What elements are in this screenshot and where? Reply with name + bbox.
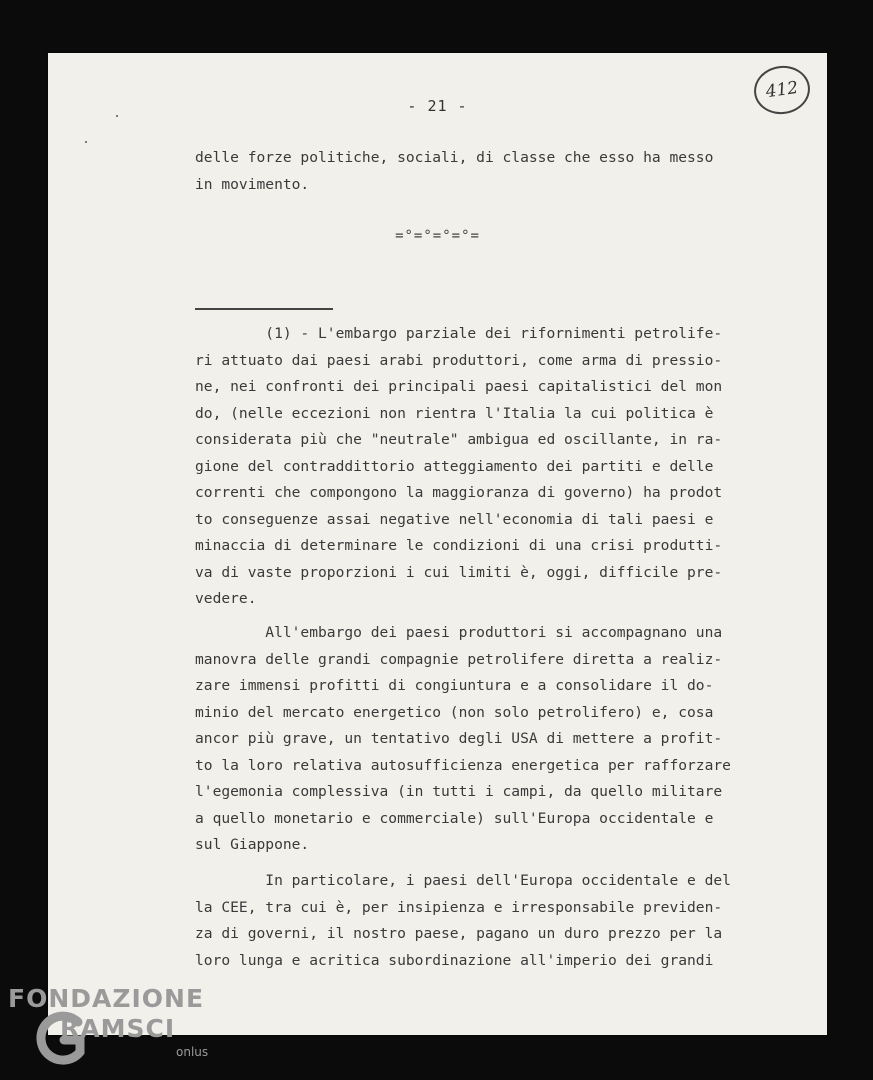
handwritten-archive-number: 412 — [751, 62, 813, 117]
watermark-onlus: onlus — [176, 1045, 209, 1059]
paper-speck — [85, 141, 87, 143]
fondazione-gramsci-watermark — [8, 984, 238, 1080]
document-page — [48, 53, 827, 1035]
section-separator: =°=°=°=°= — [395, 228, 480, 244]
footnote-paragraph-2: All'embargo dei paesi produttori si accompagnano una manovra delle grandi compagnie petrolifere diretta a realiz- zare immensi profitti di congiuntura e a consolidare il do- minio del mercato energetico (non solo petrolifero) e, cosa ancor più grave, un tentativo degli USA di mettere a profit- to la loro relativa autosufficienza energetica per rafforzare l'egemonia complessiva (in tutti i campi, da quello militare a quello monetario e commerciale) sull'Europa occidentale e sul Giappone. — [195, 624, 731, 853]
watermark-line-1: FONDAZIONE — [8, 984, 205, 1013]
footnote-paragraph-1: (1) - L'embargo parziale dei rifornimenti petrolife- ri attuato dai paesi arabi produttori, come arma di pressio- ne, nei confronti dei principali paesi capitalistici del mon do, (nelle eccezioni non rientra l'Italia la cui politica è considerata più che "neutrale" ambigua ed oscillante, in ra- gione del contraddittorio atteggiamento dei partiti e delle correnti che compongono la maggioranza di governo) ha prodot to conseguenze assai negative nell'economia di tali paesi e minaccia di determinare le condizioni di una crisi produtti- va di vaste proporzioni i cui limiti è, oggi, difficile pre- vedere. — [195, 325, 723, 607]
footnote-paragraph-3: In particolare, i paesi dell'Europa occidentale e del la CEE, tra cui è, per insipienza e irresponsabile previden- za di governi, il nostro paese, pagano un duro prezzo per la loro lunga e acritica subordinazione all'imperio dei grandi — [195, 872, 731, 969]
footnote-rule — [195, 308, 333, 310]
page-number: - 21 - — [407, 97, 468, 115]
paragraph-intro: delle forze politiche, sociali, di classe che esso ha messo in movimento. — [195, 149, 714, 193]
watermark-line-2: RAMSCI — [60, 1014, 176, 1043]
paper-speck — [116, 115, 118, 117]
